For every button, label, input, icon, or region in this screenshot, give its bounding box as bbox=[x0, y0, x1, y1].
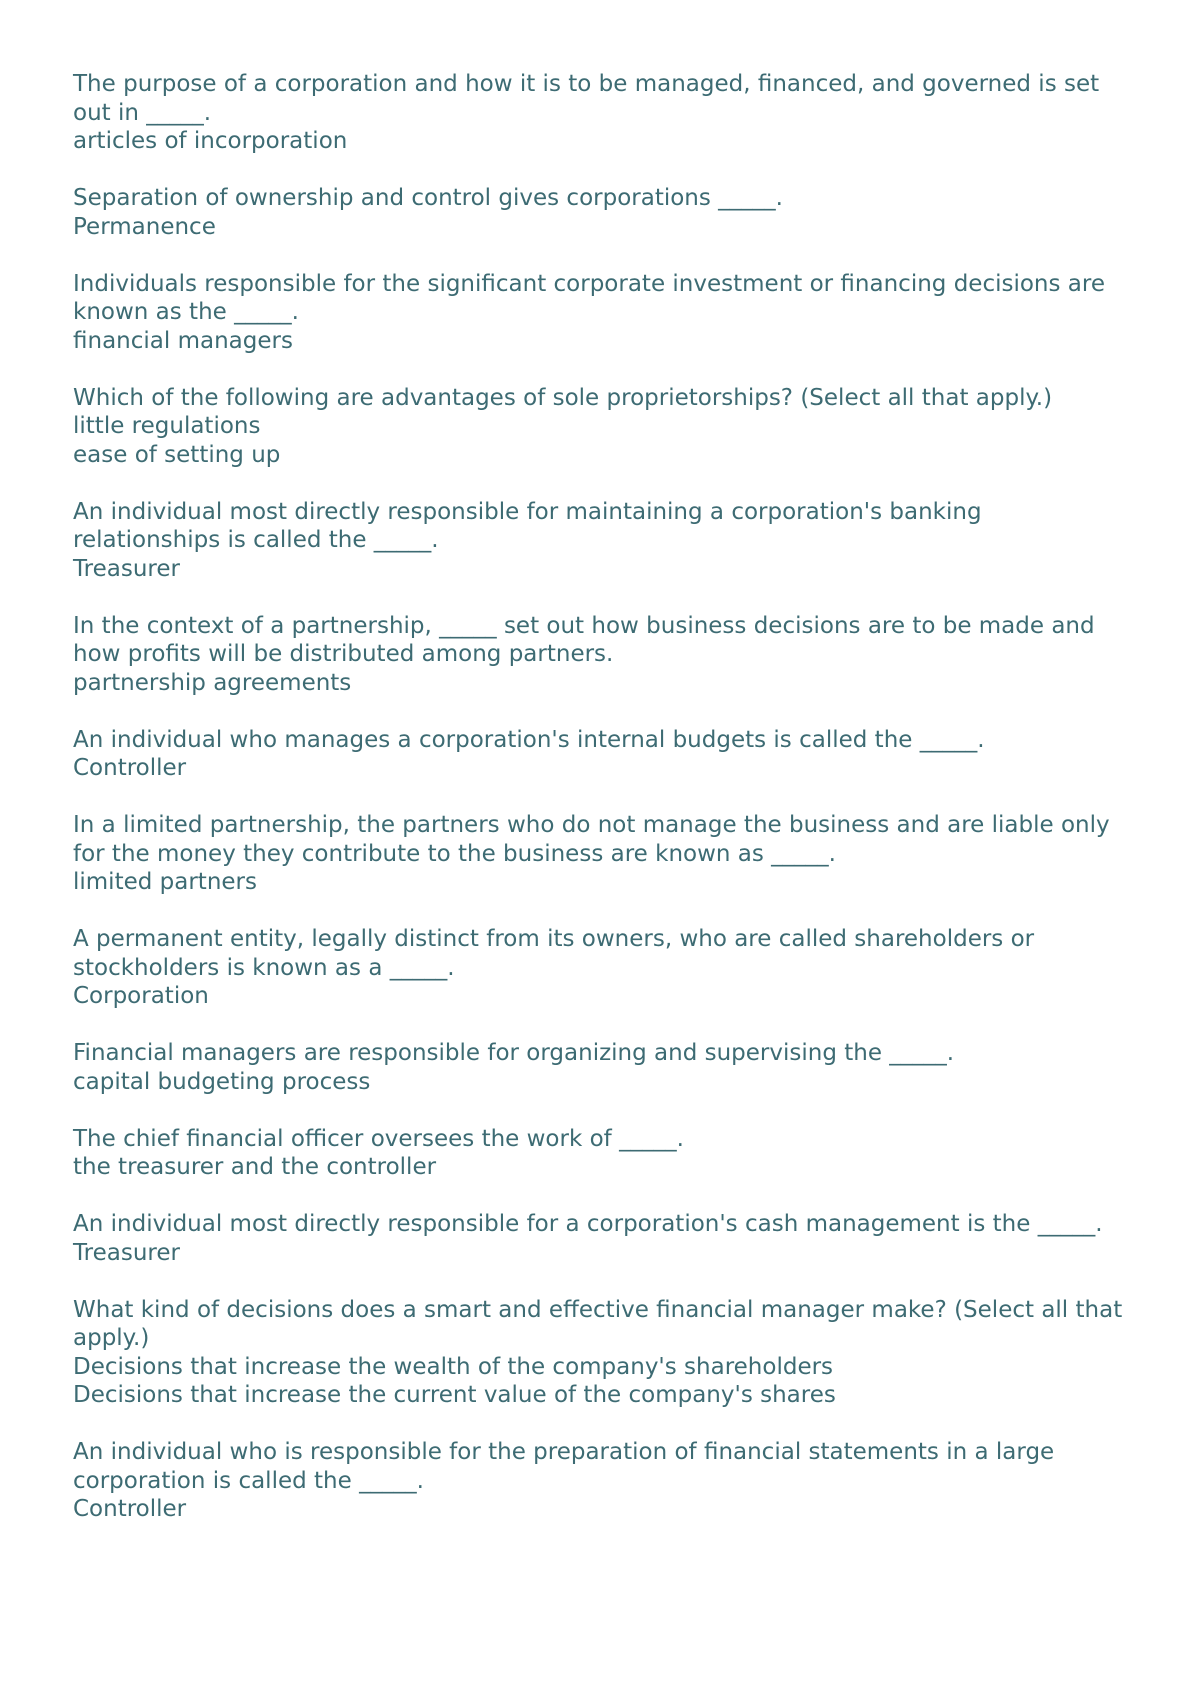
question-text: Financial managers are responsible for organizing and supervising the _____. bbox=[73, 1040, 955, 1066]
answer-text: the treasurer and the controller bbox=[73, 1154, 437, 1180]
answer-text: articles of incorporation bbox=[73, 128, 348, 154]
question-text: Which of the following are advantages of sole proprietorships? (Select all that apply.) bbox=[73, 384, 1053, 411]
question-text: The purpose of a corporation and how it is to be managed, financed, and governed is set out in _____. bbox=[73, 71, 1100, 126]
question-text: In a limited partnership, the partners who do not manage the business and are liable only for the money they contribute to the business are known as _____. bbox=[73, 812, 1110, 867]
answer-text: Decisions that increase the wealth of the company's shareholders bbox=[73, 1353, 834, 1380]
question-text: What kind of decisions does a smart and effective financial manager make? (Select all that apply.) bbox=[73, 1296, 1123, 1351]
qa-item bbox=[73, 384, 1133, 470]
question-text: An individual who is responsible for the preparation of financial statements in a large corporation is called the _____. bbox=[73, 1439, 1055, 1494]
document-page bbox=[73, 70, 1133, 1552]
answer-text: financial managers bbox=[73, 327, 293, 354]
question-text: An individual who manages a corporation's internal budgets is called the _____. bbox=[73, 726, 985, 753]
qa-item bbox=[73, 270, 1133, 356]
qa-item bbox=[73, 1125, 1133, 1182]
qa-item bbox=[73, 184, 1133, 241]
answer-text: Controller bbox=[73, 1496, 187, 1522]
qa-item bbox=[73, 1296, 1133, 1410]
answer-text: Decisions that increase the current value of the company's shares bbox=[73, 1382, 836, 1408]
answer-text: limited partners bbox=[73, 869, 257, 895]
answer-text: Corporation bbox=[73, 983, 209, 1009]
answer-text: Treasurer bbox=[73, 1239, 180, 1266]
question-text: An individual most directly responsible for maintaining a corporation's banking relationships is called the _____. bbox=[73, 498, 982, 553]
qa-item bbox=[73, 925, 1133, 1011]
answer-text: ease of setting up bbox=[73, 441, 281, 468]
qa-item bbox=[73, 1210, 1133, 1267]
qa-item bbox=[73, 811, 1133, 897]
qa-item bbox=[73, 726, 1133, 783]
answer-text: Permanence bbox=[73, 213, 216, 240]
question-text: The chief financial officer oversees the work of _____. bbox=[73, 1125, 684, 1152]
answer-text: Controller bbox=[73, 755, 187, 781]
answer-text: little regulations bbox=[73, 413, 261, 439]
question-text: Individuals responsible for the significant corporate investment or financing decisions are known as the _____. bbox=[73, 270, 1105, 325]
question-text: An individual most directly responsible for a corporation's cash management is the _____. bbox=[73, 1211, 1103, 1237]
qa-item bbox=[73, 498, 1133, 584]
answer-text: capital budgeting process bbox=[73, 1068, 371, 1095]
answer-text: Treasurer bbox=[73, 555, 180, 582]
question-text: Separation of ownership and control gives corporations _____. bbox=[73, 185, 783, 211]
question-text: In the context of a partnership, _____ set out how business decisions are to be made and how profits will be distributed among partners. bbox=[73, 612, 1095, 667]
answer-text: partnership agreements bbox=[73, 669, 352, 696]
qa-item bbox=[73, 1438, 1133, 1524]
qa-item bbox=[73, 70, 1133, 156]
qa-item bbox=[73, 1039, 1133, 1096]
qa-item bbox=[73, 612, 1133, 698]
question-text: A permanent entity, legally distinct from its owners, who are called shareholders or stockholders is known as a _____. bbox=[73, 926, 1035, 981]
